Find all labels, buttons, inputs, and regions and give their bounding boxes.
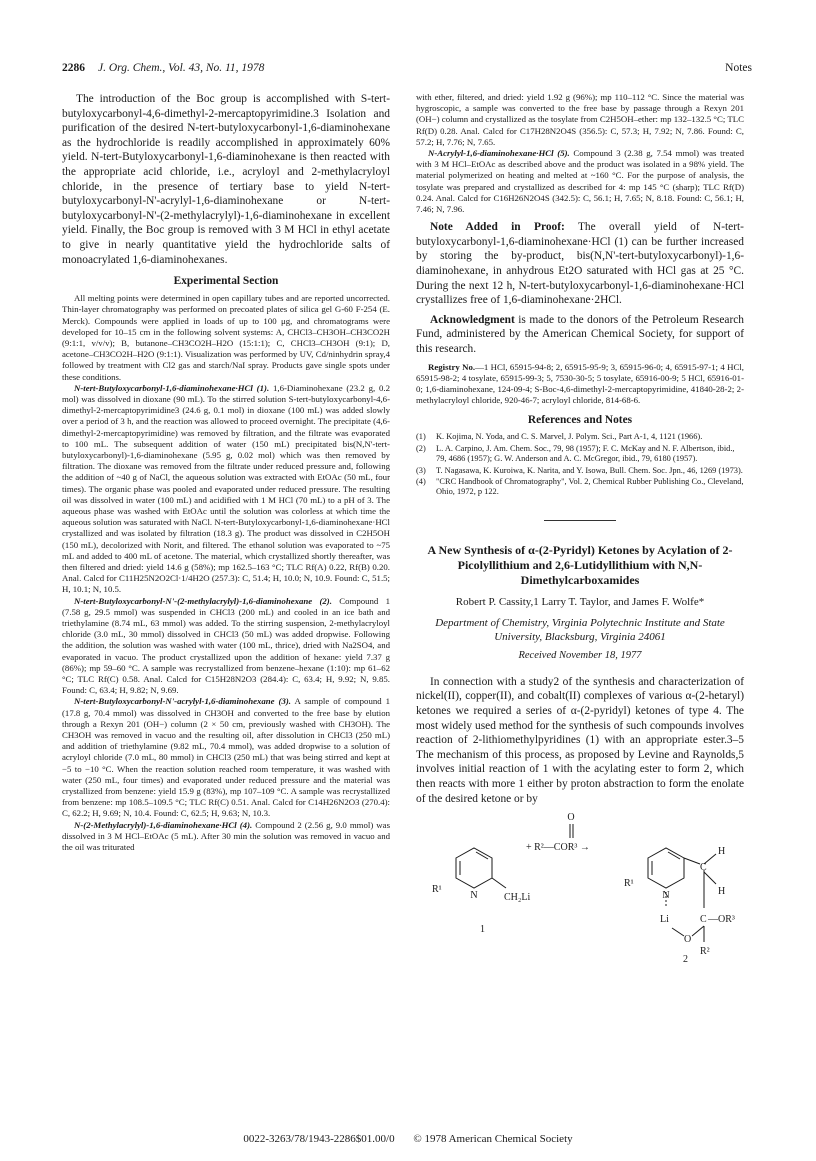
right-column — [416, 92, 744, 965]
acknowledgment-title: Acknowledgment — [430, 313, 515, 326]
proof-note-title: Note Added in Proof: — [430, 221, 565, 234]
page-header — [62, 62, 752, 80]
c-upper: C — [700, 862, 707, 874]
acknowledgment-text: is made to the donors of the Petroleum Research Fund, administered by the American Chemical Society, for support of this research. — [416, 313, 744, 355]
r1-left: R¹ — [432, 884, 442, 896]
proof-note — [416, 220, 744, 308]
journal-citation: J. Org. Chem., Vol. 43, No. 11, 1978 — [98, 62, 265, 74]
reference-item: (3) T. Nagasawa, K. Kuroiwa, K. Narita, and Y. Isowa, Bull. Chem. Soc. Jpn., 46, 1269 (1973). — [416, 465, 743, 475]
compound-2-label: 2 — [683, 954, 688, 966]
compound-3-title: N-tert-Butyloxycarbonyl-N'-acrylyl-1,6-diaminohexane (3). — [74, 696, 292, 707]
compound-4-title: N-(2-Methylacrylyl)-1,6-diaminohexane·HCl (4). — [74, 819, 253, 830]
registry-title: Registry No. — [428, 361, 476, 372]
experimental-heading: Experimental Section — [173, 275, 279, 288]
compound-2-paragraph — [62, 596, 390, 697]
received-date: Received November 18, 1977 — [518, 649, 642, 661]
compound-2-text: Compound 1 (7.58 g, 29.5 mmol) was suspended in CHCl3 (200 mL) and cooled in an ice bath and triethylamine (8.74 mL, 63 mmol) was added. To the stirring suspension, 2-methylacryloyl chloride (3.0 mL, 30 mmol) dissolved in CHCl3 (50 mL) was added dropwise. Following the addition, the solution was washed with water (100 mL, thrice), dried with Na2SO4, and evaporated in vacuo. The product crystallized upon the addition of hexane: yield 7.37 g (86%); mp 59–60 °C. A sample was recrystallized from benzene–hexane (1:10): mp 61–62 °C; TLC Rf(C) 0.58. Anal. Calcd for C15H28N2O3 (284.4): C, 63.4; H, 9.92; N, 9.85. Found: C, 63.4; H, 9.82; N, 9.69. — [62, 595, 390, 696]
compound-5-title: N-Acrylyl-1,6-diaminohexane·HCl (5). — [428, 148, 570, 159]
article-intro: In connection with a study2 of the synthesis and characterization of nickel(II), copper(II), and cobalt(II) complexes of various α-(2-hetaryl) ketones we required a series of α-(2-pyridyl) ketones of type 4. The most widely used method for the synthesis of such compounds involves reaction of 2-lithiomethylpyridines (1) with an appropriate ester.3–5 The mechanism of this process, as proposed by Levine and Raynolds,5 involves initial reaction of 1 with the acylating ester to form 2, which then reacts with more 1 either by proton abstraction to form the enolate of the desired ketone or by — [416, 675, 744, 805]
ch2li-label: CH₂Li — [504, 892, 531, 904]
intro-paragraph: The introduction of the Boc group is accomplished with S-tert-butyloxycarbonyl-4,6-dimethyl-2-mercaptopyrimidine.3 Isolation and purification of the desired N-tert-butyloxycarbonyl-1,6-diaminohexane as the hydrochloride is readily accomplished in approximately 60% yield. N-tert-Butyloxycarbonyl-1,6-diaminohexane is then reacted with the appropriate acid chloride, i.e., acryloyl and 2-methylacryloyl chloride, in the presence of tertiary base to yield N-tert-butyloxycarbonyl-N'-acrylyl-1,6-diaminohexane or N-tert-butyloxycarbonyl-N'-(2-methylacrylyl)-1,6-diaminohexane in excellent yield. Finally, the Boc group is removed with 3 M HCl in ethyl acetate to give in nearly quantitative yield the hydrochloride salts of monoacrylated 1,6-diaminohexanes. — [62, 93, 390, 266]
reference-list — [416, 432, 744, 497]
o-ring: O — [684, 934, 692, 946]
proof-note-text: The overall yield of N-tert-butyloxycarbonyl-1,6-diaminohexane·HCl (1) can be further increased by storing the by-product, bis(N,N'-tert-butyloxycarbonyl)-1,6-diaminohexane, in anhydrous Et2O saturated with HCl gas at 25 °C. During the next 12 h, N-tert-butyloxycarbonyl-1,6-diaminohexane·HCl crystallizes free of 1,6-diaminohexane·2HCl. — [416, 221, 744, 307]
article-code: 0022-3263/78/1943-2286$01.00/0 — [243, 1133, 395, 1145]
compound-1-title: N-tert-Butyloxycarbonyl-1,6-diaminohexane·HCl (1). — [74, 382, 270, 393]
copyright: © 1978 American Chemical Society — [413, 1133, 573, 1145]
page-footer — [0, 1133, 816, 1145]
o-top: O — [567, 812, 575, 824]
compound-2-title: N-tert-Butyloxycarbonyl-N'-(2-methylacrylyl)-1,6-diaminohexane (2). — [74, 595, 332, 606]
r2-label: R² — [700, 946, 710, 958]
section-label: Notes — [725, 62, 752, 74]
h-mid: H — [718, 886, 726, 898]
or3-label: —OR³ — [708, 914, 735, 926]
c-lower: C — [700, 914, 707, 926]
scheme-drawing — [416, 808, 744, 958]
left-column — [62, 92, 390, 853]
experimental-general: All melting points were determined in open capillary tubes and are reported uncorrected. Thin-layer chromatography was performed on precoated plates of silica gel G-60 F-254 (E. Merck). Compounds were applied in loads of up to 100 μg, and chromatograms were developed for 10–15 cm in the following solvent systems: A, CHCl3–CH3OH–CH3CO2H (9:1:1, v/v/v); B, butanone–CH3CO2H–H2O (15:1:1); C, CHCl3–CH3OH (9:1); D, acetone–CH3CO2H–H2O (9:1:1). Visualization was performed by UV, Cd/ninhydrin spray,4 followed by treatment with Cl2 gas and starch/NaI spray. Products gave single spots under these conditions. — [62, 293, 390, 382]
n-left: N — [470, 890, 478, 902]
h-upper: H — [718, 846, 726, 858]
r1-right: R¹ — [624, 878, 634, 890]
compound-4-paragraph — [62, 820, 390, 854]
compound-5-text: Compound 3 (2.38 g, 7.54 mmol) was treated with 3 M HCl–EtOAc as described above and the product was isolated in a 98% yield. The material polymerized on heating and melted at ~160 °C. For the purpose of analysis, the tosylate was prepared and crystallized as described for 4: mp 145 °C (sharp); TLC Rf(D) 0.24. Anal. Calcd for C16H26N2O4S (342.5): C, 56.1; H, 7.65; N, 8.18. Found: C, 56.1; H, 7.46; N, 7.96. — [416, 148, 745, 215]
compound-3-paragraph — [62, 696, 390, 819]
compound-4-continued: with ether, filtered, and dried: yield 1.92 g (96%); mp 110–112 °C. Since the material was hygroscopic, a sample was converted to the free base by passage through a Rexyn 201 (OH−) column and crystallized as the tosylate from C2H5OH–ether: mp 132–132.5 °C; TLC Rf(D) 0.28. Anal. Calcd for C17H28N2O4S (356.5): C, 57.3; H, 7.92; N, 7.86. Found: C, 57.2; H, 7.76; N, 7.65. — [416, 92, 744, 147]
article-authors: Robert P. Cassity,1 Larry T. Taylor, and James F. Wolfe* — [455, 595, 705, 608]
reference-item: (4) "CRC Handbook of Chromatography", Vol. 2, Chemical Rubber Publishing Co., Cleveland, Ohio, 1972, p 122. — [416, 477, 744, 497]
section-divider — [544, 520, 616, 521]
reagent-label: + R²—COR³ → — [526, 842, 590, 854]
compound-1-paragraph — [62, 383, 390, 596]
registry-numbers — [416, 362, 744, 407]
n-right: N — [662, 890, 670, 902]
compound-4-text: Compound 2 (2.56 g, 9.0 mmol) was dissolved in 3 M HCl–EtOAc (5 mL). After 30 min the solution was removed in vacuo and the oil was triturated — [62, 819, 390, 853]
compound-1-label: 1 — [480, 924, 485, 936]
reaction-scheme — [416, 808, 744, 958]
acknowledgment — [416, 313, 744, 357]
compound-3-text: A sample of compound 1 (17.8 g, 70.4 mmol) was dissolved in CH3OH and converted to the free base by elution through a Rexyn 201 (OH−) column (2 × 50 cm, previously washed with CH3OH). The CH3OH was removed in vacuo and the resulting oil, after dissolution in CHCl3 (250 mL) and addition of triethylamine (9.82 mL, 70.4 mmol), was added dropwise to a solution of acryloyl chloride (7.0 mL, 80 mmol) in CHCl3 (250 mL) that was being stirred and kept at −5 to −10 °C. When the reaction solution reached room temperature, it was washed with water (250 mL, four times) and evaporated under reduced pressure and the material was crystallized from benzene: yield 15.9 g (83%), mp 107–109 °C. A sample was recrystallized from benzene: mp 108.5–109.5 °C; TLC Rf(C) 0.51. Anal. Calcd for C14H26N2O3 (270.4): C, 62.2; H, 9.69; N, 10.4. Found: C, 62.5; H, 9.63; N, 10.3. — [62, 696, 390, 819]
reference-item: (2) L. A. Carpino, J. Am. Chem. Soc., 79, 98 (1957); F. C. McKay and N. F. Albertson, ibid., 79, 4686 (1957); G. W. Anderson and A. C. McGregor, ibid., 79, 6180 (1957). — [416, 443, 735, 464]
article-title: A New Synthesis of α-(2-Pyridyl) Ketones by Acylation of 2-Picolyllithium and 2,6-Lutidyllithium with N,N-Dimethylcarboxamides — [427, 542, 733, 587]
page-number: 2286 — [62, 62, 85, 74]
reference-item: (1) K. Kojima, N. Yoda, and C. S. Marvel, J. Polym. Sci., Part A-1, 4, 1121 (1966). — [416, 432, 703, 442]
pyridine-ring-left — [456, 848, 506, 888]
registry-text: —1 HCl, 65915-94-8; 2, 65915-95-9; 3, 65915-96-0; 4, 65915-97-1; 4 HCl, 65915-98-2; 4 tosylate, 65915-99-3; 5, 7530-30-5; 5 tosylate, 65916-00-9; 5 HCl, 65916-01-0; 1,6-diaminohexane, 124-09-4; S-Boc-4,6-dimethyl-2-mercaptopyrimidine, 41840-28-2; 2-methylacryloyl chloride, 920-46-7; acryloyl chloride, 814-68-6. — [416, 361, 744, 406]
li-label: Li — [660, 914, 669, 926]
compound-5-paragraph — [416, 148, 744, 215]
article-affiliation: Department of Chemistry, Virginia Polytechnic Institute and State University, Blacksburg, Virginia 24061 — [435, 616, 725, 643]
references-heading: References and Notes — [527, 414, 633, 427]
compound-1-text: 1,6-Diaminohexane (23.2 g, 0.2 mol) was dissolved in dioxane (90 mL). To the stirred solution S-tert-butyloxycarbonyl-4,6-dimethyl-2-mercaptopyrimidine3 (24.6 g, 0.1 mol) in dioxane (100 mL) was added slowly over a period of 3 h, and the reaction was allowed to proceed overnight. The precipitate (4,6-dimethyl-2-mercaptopyrimidine) was removed by filtration, and the filtrate was evaporated to 100 mL. The subsequent addition of water (150 mL) precipitated bis(N,N'-tert-butyloxycarbonyl)-1,6-diaminohexane (5.95 g, 0.02 mol) which was then removed by filtration. The dioxane was removed from the filtrate under reduced pressure and, following the addition of ~40 g of NaCl, the aqueous solution was extracted with EtOAc (50 mL, four times). The organic phase was pooled and evaporated under reduced pressure. The resulting oil was dissolved in water (100 mL) and acidified with 1 M HCl (70 mL) to a pH of 3. The aqueous phase was washed with EtOAc until the solution was colorless at which time the aqueous solution was saturated with NaCl. N-tert-Butyloxycarbonyl-1,6-diaminohexane·HCl crystallized and was isolated by filtration (18.3 g). The product was dissolved in C2H5OH (150 mL), decolorized with Norit, and filtered. The ethanol solution was evaporated to ~75 mL and added to 400 mL of acetone. The material, which crystallized shortly thereafter, was then filtered and dried: yield 14.6 g (58%); mp 162.5–163 °C; TLC Rf(A) 0.22, Rf(B) 0.20. Anal. Calcd for C11H25N2O2Cl·1/4H2O (257.3): C, 51.4; H, 10.0; N, 10.9. Found: C, 51.5; H, 10.1; N, 10.5. — [62, 382, 390, 595]
